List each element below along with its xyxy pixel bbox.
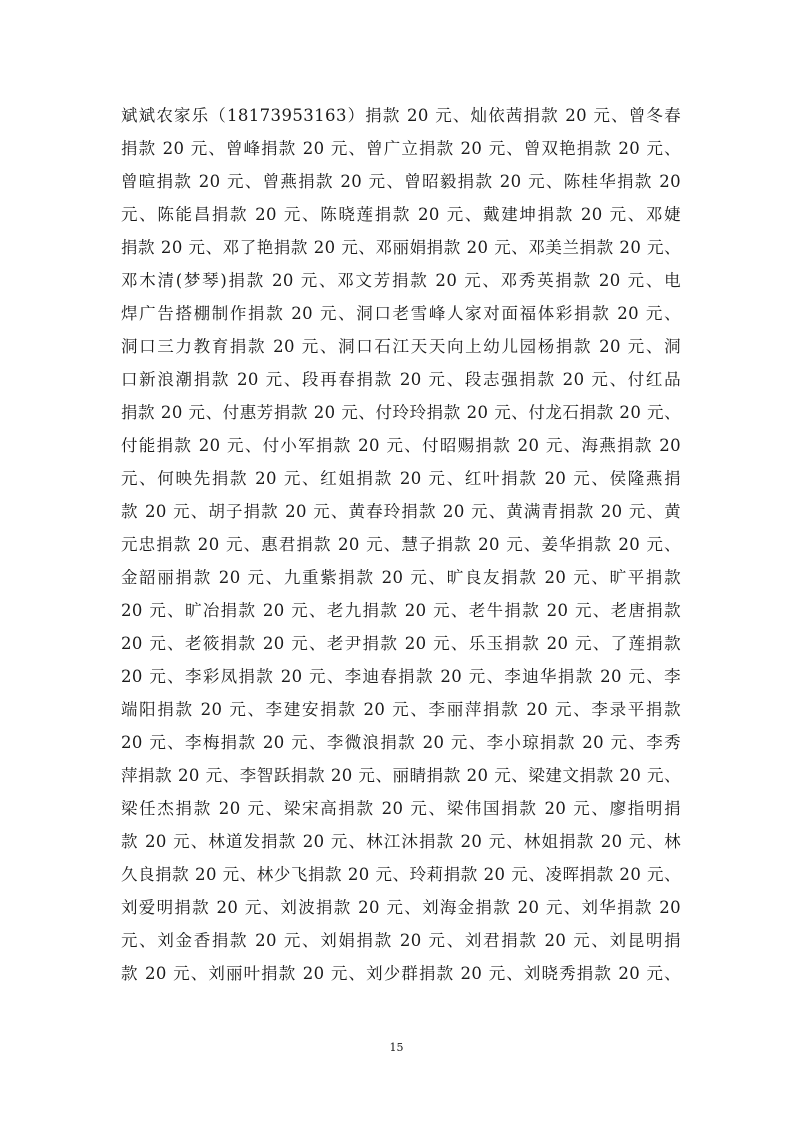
text-line: 款 20 元、刘丽叶捐款 20 元、刘少群捐款 20 元、刘晓秀捐款 20 元、	[121, 964, 681, 983]
text-line: 元、何映先捐款 20 元、红姐捐款 20 元、红叶捐款 20 元、侯隆燕捐	[121, 469, 681, 488]
text-line: 20 元、旷冶捐款 20 元、老九捐款 20 元、老牛捐款 20 元、老唐捐款	[121, 601, 681, 620]
text-line: 焊广告搭棚制作捐款 20 元、洞口老雪峰人家对面福体彩捐款 20 元、	[121, 304, 681, 323]
text-line: 萍捐款 20 元、李智跃捐款 20 元、丽睛捐款 20 元、梁建文捐款 20 元、	[121, 766, 681, 785]
text-line: 元、刘金香捐款 20 元、刘娟捐款 20 元、刘君捐款 20 元、刘昆明捐	[121, 931, 681, 950]
text-line: 曾暄捐款 20 元、曾燕捐款 20 元、曾昭毅捐款 20 元、陈桂华捐款 20	[121, 172, 681, 191]
text-line: 20 元、老筱捐款 20 元、老尹捐款 20 元、乐玉捐款 20 元、了莲捐款	[121, 634, 681, 653]
text-line: 款 20 元、林道发捐款 20 元、林江沐捐款 20 元、林姐捐款 20 元、林	[121, 832, 681, 851]
text-line: 刘爱明捐款 20 元、刘波捐款 20 元、刘海金捐款 20 元、刘华捐款 20	[121, 898, 681, 917]
text-line: 20 元、李彩凤捐款 20 元、李迪春捐款 20 元、李迪华捐款 20 元、李	[121, 667, 681, 686]
text-line: 捐款 20 元、付惠芳捐款 20 元、付玲玲捐款 20 元、付龙石捐款 20 元、	[121, 403, 681, 422]
text-line: 20 元、李梅捐款 20 元、李微浪捐款 20 元、李小琼捐款 20 元、李秀	[121, 733, 681, 752]
page-number: 15	[389, 1041, 404, 1054]
text-line: 梁任杰捐款 20 元、梁宋高捐款 20 元、梁伟国捐款 20 元、廖指明捐	[121, 799, 681, 818]
text-line: 邓木清(梦琴)捐款 20 元、邓文芳捐款 20 元、邓秀英捐款 20 元、电	[121, 271, 681, 290]
text-line: 款 20 元、胡子捐款 20 元、黄春玲捐款 20 元、黄满青捐款 20 元、黄	[121, 502, 681, 521]
text-line: 金韶丽捐款 20 元、九重紫捐款 20 元、旷良友捐款 20 元、旷平捐款	[121, 568, 681, 587]
text-line: 口新浪潮捐款 20 元、段再春捐款 20 元、段志强捐款 20 元、付红品	[121, 370, 681, 389]
text-line: 久良捐款 20 元、林少飞捐款 20 元、玲莉捐款 20 元、凌晖捐款 20 元、	[121, 865, 681, 884]
text-line: 斌斌农家乐（18173953163）捐款 20 元、灿依茜捐款 20 元、曾冬春	[121, 106, 681, 125]
donation-list-paragraph	[121, 99, 681, 990]
text-line: 端阳捐款 20 元、李建安捐款 20 元、李丽萍捐款 20 元、李录平捐款	[121, 700, 681, 719]
text-line: 捐款 20 元、曾峰捐款 20 元、曾广立捐款 20 元、曾双艳捐款 20 元、	[121, 139, 681, 158]
text-line: 元、陈能昌捐款 20 元、陈晓莲捐款 20 元、戴建坤捐款 20 元、邓婕	[121, 205, 681, 224]
text-line: 元忠捐款 20 元、惠君捐款 20 元、慧子捐款 20 元、姜华捐款 20 元、	[121, 535, 681, 554]
text-line: 捐款 20 元、邓了艳捐款 20 元、邓丽娟捐款 20 元、邓美兰捐款 20 元、	[121, 238, 681, 257]
text-line: 洞口三力教育捐款 20 元、洞口石江天天向上幼儿园杨捐款 20 元、洞	[121, 337, 681, 356]
text-line: 付能捐款 20 元、付小军捐款 20 元、付昭赐捐款 20 元、海燕捐款 20	[121, 436, 681, 455]
